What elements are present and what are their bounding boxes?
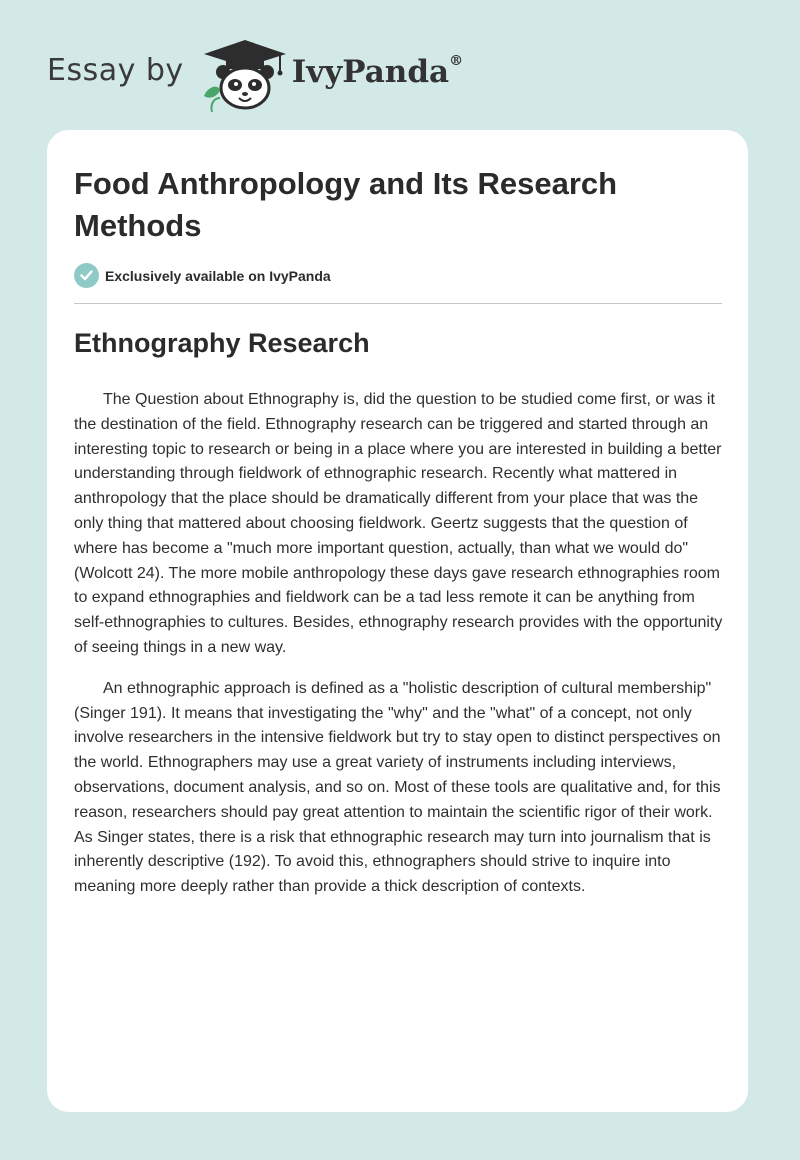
brand-header[interactable] bbox=[47, 34, 463, 114]
page-title: Food Anthropology and Its Research Methods bbox=[74, 166, 618, 243]
brand-prefix: Essay by bbox=[47, 52, 184, 88]
check-icon bbox=[74, 263, 99, 288]
panda-graduate-icon bbox=[202, 36, 288, 112]
registered-mark: ® bbox=[449, 52, 464, 69]
essay-body bbox=[74, 388, 726, 916]
divider bbox=[74, 303, 722, 304]
exclusive-badge bbox=[74, 263, 331, 288]
exclusive-label: Exclusively available on IvyPanda bbox=[105, 267, 331, 284]
paragraph: The Question about Ethnography is, did the question to be studied come first, or was it the destination of the field. Ethnography research can be triggered and started through an interesting topic to research or being in a place where you are interested in building a better understanding through fieldwork of ethnographic research. Recently what mattered in anthropology that the place should be dramatically different from your place that was the only thing that mattered about choosing fieldwork. Geertz suggests that the question of where has become a "much more important question, actually, than what we would do" (Wolcott 24). The more mobile anthropology these days gave research ethnographies room to expand ethnographies and fieldwork can be a tad less remote it can be anything from self-ethnographies to cultures. Besides, ethnography research provides with the opportunity of seeing things in a new way. bbox=[74, 391, 723, 656]
brand-name-text: IvyPanda bbox=[291, 54, 450, 90]
essay-card bbox=[47, 130, 748, 1112]
brand-name bbox=[292, 54, 463, 90]
paragraph: An ethnographic approach is defined as a "holistic description of cultural membership" (Singer 191). It means that investigating the "why" and the "what" of a concept, not only involve researchers in the intensive fieldwork but try to stay open to distinct perspectives on the world. Ethnographers may use a great variety of instruments including interviews, observations, document analysis, and so on. Most of these tools are qualitative and, for this reason, researchers should pay great attention to maintain the scientific rigor of their work. As Singer states, there is a risk that ethnographic research may turn into journalism that is inherently descriptive (192). To avoid this, ethnographers should strive to inquire into meaning more deeply rather than provide a thick description of contexts. bbox=[74, 679, 721, 896]
section-heading: Ethnography Research bbox=[74, 328, 370, 358]
